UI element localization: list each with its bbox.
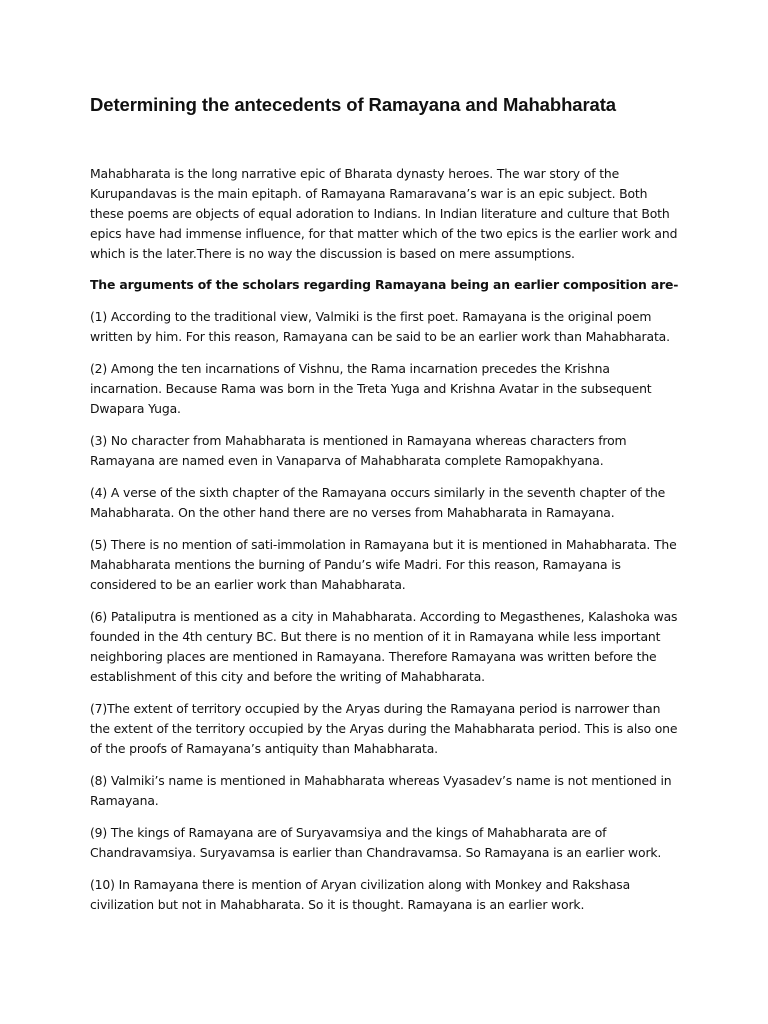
- argument-item: (3) No character from Mahabharata is mentioned in Ramayana whereas characters from Ramayana are named even in Vanaparva of Mahabharata complete Ramopakhyana.: [90, 433, 627, 468]
- intro-paragraph: Mahabharata is the long narrative epic of Bharata dynasty heroes. The war story of the Kurupandavas is the main epitaph. of Ramayana Ramaravana’s war is an epic subject. Both these poems are objects of equal adoration to Indians. In Indian literature and culture that Both epics have had immense influence, for that matter which of the two epics is the earlier work and which is the later.There is no way the discussion is based on mere assumptions.: [90, 166, 678, 261]
- argument-item: (4) A verse of the sixth chapter of the Ramayana occurs similarly in the seventh chapter of the Mahabharata. On the other hand there are no verses from Mahabharata in Ramayana.: [90, 485, 666, 520]
- argument-item: (9) The kings of Ramayana are of Suryavamsiya and the kings of Mahabharata are of Chandravamsiya. Suryavamsa is earlier than Chandravamsa. So Ramayana is an earlier work.: [90, 825, 662, 860]
- arguments-heading: The arguments of the scholars regarding Ramayana being an earlier composition are-: [90, 277, 679, 292]
- arguments-list: [90, 307, 680, 915]
- document-title: Determining the antecedents of Ramayana and Mahabharata: [90, 94, 616, 115]
- argument-item: (8) Valmiki’s name is mentioned in Mahabharata whereas Vyasadev’s name is not mentioned in Ramayana.: [90, 773, 672, 808]
- argument-item: (5) There is no mention of sati-immolation in Ramayana but it is mentioned in Mahabharata. The Mahabharata mentions the burning of Pandu’s wife Madri. For this reason, Ramayana is considered to be an earlier work than Mahabharata.: [90, 537, 677, 592]
- document-page: [90, 92, 680, 915]
- argument-item: (6) Pataliputra is mentioned as a city in Mahabharata. According to Megasthenes, Kalashoka was founded in the 4th century BC. But there is no mention of it in Ramayana while less important neighboring places are mentioned in Ramayana. Therefore Ramayana was written before the establishment of this city and before the writing of Mahabharata.: [90, 609, 678, 684]
- argument-item: (10) In Ramayana there is mention of Aryan civilization along with Monkey and Rakshasa civilization but not in Mahabharata. So it is thought. Ramayana is an earlier work.: [90, 877, 631, 912]
- argument-item: (2) Among the ten incarnations of Vishnu, the Rama incarnation precedes the Krishna incarnation. Because Rama was born in the Treta Yuga and Krishna Avatar in the subsequent Dwapara Yuga.: [90, 361, 652, 416]
- argument-item: (7)The extent of territory occupied by the Aryas during the Ramayana period is narrower than the extent of the territory occupied by the Aryas during the Mahabharata period. This is also one of the proofs of Ramayana’s antiquity than Mahabharata.: [90, 701, 678, 756]
- argument-item: (1) According to the traditional view, Valmiki is the first poet. Ramayana is the original poem written by him. For this reason, Ramayana can be said to be an earlier work than Mahabharata.: [90, 309, 670, 344]
